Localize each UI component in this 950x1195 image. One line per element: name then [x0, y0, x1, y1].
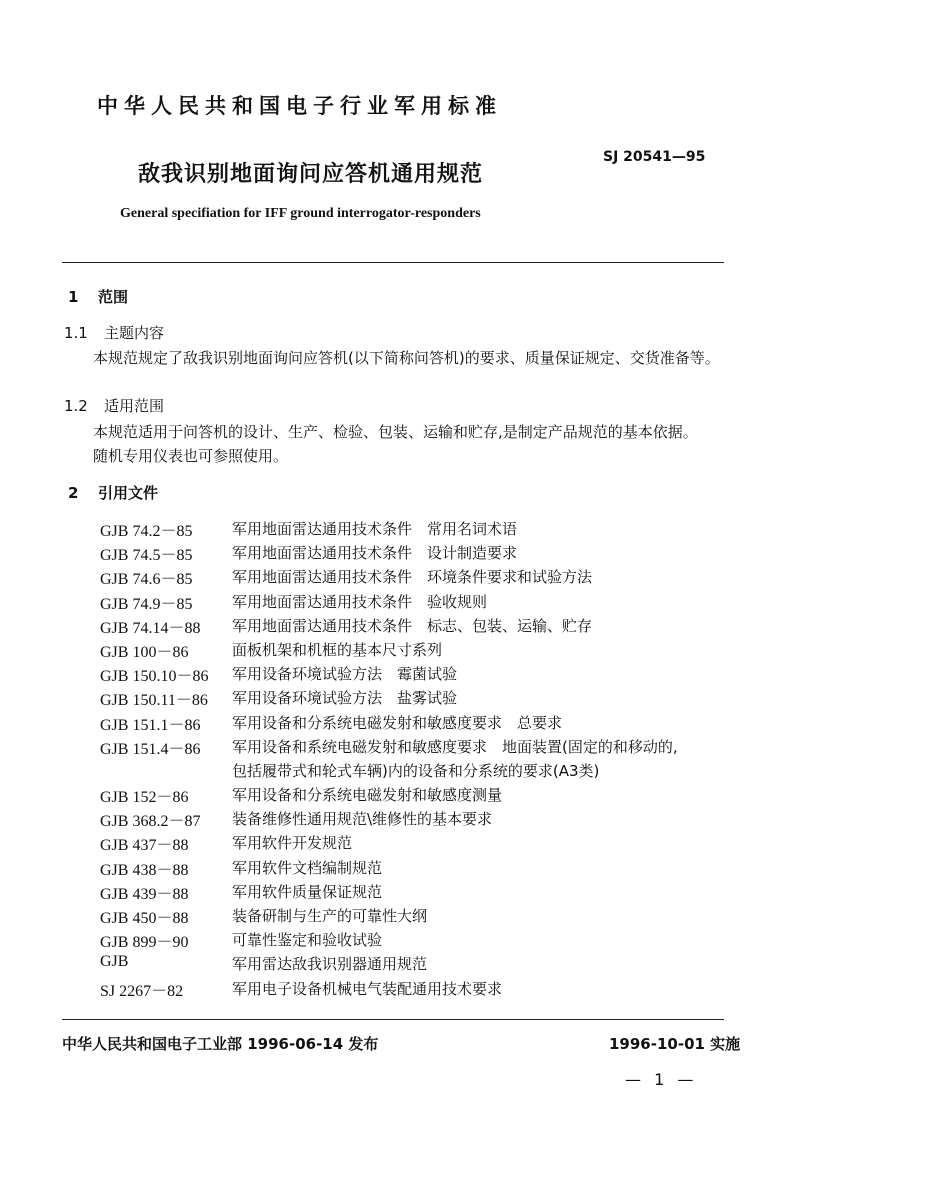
reference-documents-table — [100, 518, 678, 1002]
standard-title-cn: 敌我识别地面询问应答机通用规范 — [138, 162, 484, 187]
reference-row — [100, 736, 678, 760]
reference-row — [100, 881, 678, 905]
reference-title: 军用设备环境试验方法 霉菌试验 — [232, 665, 458, 684]
reference-row — [100, 978, 678, 1002]
reference-row — [100, 857, 678, 881]
reference-code: GJB 439－88 — [100, 885, 189, 903]
section-1-2-heading — [64, 395, 164, 416]
standard-organization: 中华人民共和国电子行业军用标准 — [97, 94, 502, 118]
reference-row — [100, 566, 678, 590]
reference-title: 军用地面雷达通用技术条件 标志、包装、运输、贮存 — [232, 616, 593, 635]
section-1-heading — [68, 286, 128, 307]
reference-row — [100, 663, 678, 687]
reference-code: GJB 74.2－85 — [100, 523, 193, 540]
reference-row-continuation — [100, 760, 678, 784]
reference-title: 装备研制与生产的可靠性大纲 — [232, 907, 428, 925]
section-1-1-heading — [64, 322, 164, 343]
reference-title: 军用设备和系统电磁发射和敏感度要求 地面装置(固定的和移动的, — [232, 737, 678, 756]
effective-date: 1996-10-01 实施 — [609, 1035, 741, 1053]
section-title: 引用文件 — [98, 484, 159, 502]
reference-code: GJB 74.5－85 — [100, 547, 193, 565]
reference-code: SJ 2267－82 — [100, 982, 184, 1000]
reference-code: GJB 100－86 — [100, 643, 189, 661]
reference-title: 军用地面雷达通用技术条件 验收规则 — [232, 592, 488, 611]
reference-code: GJB 437－88 — [100, 837, 189, 855]
reference-title: 军用软件质量保证规范 — [232, 882, 383, 901]
standard-title-en: General specifiation for IFF ground interrogator-responders — [120, 206, 481, 221]
reference-row — [100, 712, 678, 736]
reference-row — [100, 808, 678, 832]
reference-code: GJB 899－90 — [100, 934, 189, 952]
reference-code: GJB 74.14－88 — [100, 619, 201, 637]
issue-statement: 中华人民共和国电子工业部 1996-06-14 发布 — [62, 1035, 379, 1053]
reference-code: GJB 74.6－85 — [100, 571, 193, 589]
reference-code: GJB 151.1－86 — [100, 716, 201, 734]
section-1-2-text-1: 本规范适用于问答机的设计、生产、检验、包装、运输和贮存,是制定产品规范的基本依据。 — [93, 423, 698, 441]
reference-title: 军用软件开发规范 — [232, 834, 353, 853]
reference-code: GJB 368.2－87 — [100, 813, 201, 831]
reference-title: 军用设备和分系统电磁发射和敏感度测量 — [232, 786, 503, 805]
section-title: 范围 — [98, 288, 129, 306]
section-number: 1.1 — [64, 324, 88, 342]
reference-title: 军用雷达敌我识别器通用规范 — [232, 955, 428, 974]
section-1-2-text-2: 随机专用仪表也可参照使用。 — [93, 447, 289, 465]
section-title: 主题内容 — [104, 324, 165, 342]
header-divider — [62, 262, 724, 263]
reference-title: 装备维修性通用规范\维修性的基本要求 — [232, 810, 493, 829]
section-number: 2 — [68, 484, 79, 502]
reference-title: 军用设备环境试验方法 盐雾试验 — [232, 689, 458, 708]
reference-code: GJB 150.10－86 — [100, 668, 209, 686]
reference-code: GJB — [100, 953, 129, 971]
reference-row — [100, 929, 678, 953]
section-number: 1.2 — [64, 397, 88, 415]
standard-code: SJ 20541—95 — [603, 149, 706, 165]
reference-code: GJB 151.4－86 — [100, 740, 201, 758]
reference-row — [100, 542, 678, 566]
reference-row — [100, 784, 678, 808]
reference-row — [100, 518, 678, 542]
reference-row — [100, 639, 678, 663]
reference-code: GJB 74.9－85 — [100, 595, 193, 613]
section-number: 1 — [68, 288, 79, 306]
reference-row — [100, 615, 678, 639]
reference-code: GJB 438－88 — [100, 861, 189, 879]
reference-title: 面板机架和机框的基本尺寸系列 — [232, 640, 443, 659]
reference-code — [100, 760, 232, 784]
reference-title: 军用设备和分系统电磁发射和敏感度要求 总要求 — [232, 713, 563, 732]
reference-title: 军用地面雷达通用技术条件 环境条件要求和试验方法 — [232, 568, 593, 587]
reference-row — [100, 953, 678, 977]
reference-row — [100, 591, 678, 615]
reference-code: GJB 152－86 — [100, 789, 189, 807]
reference-code: GJB 150.11－86 — [100, 692, 208, 710]
section-title: 适用范围 — [104, 397, 165, 415]
reference-title: 包括履带式和轮式车辆)内的设备和分系统的要求(A3类) — [232, 761, 600, 780]
reference-row — [100, 905, 678, 929]
reference-code: GJB 450－88 — [100, 910, 189, 927]
reference-title: 军用电子设备机械电气装配通用技术要求 — [232, 979, 503, 998]
reference-row — [100, 832, 678, 856]
reference-row — [100, 687, 678, 711]
reference-title: 军用软件文档编制规范 — [232, 858, 383, 877]
page-number: — 1 — — [625, 1070, 698, 1089]
reference-title: 军用地面雷达通用技术条件 设计制造要求 — [232, 544, 518, 563]
reference-title: 可靠性鉴定和验收试验 — [232, 931, 383, 950]
section-2-heading — [68, 482, 158, 503]
section-1-1-text: 本规范规定了敌我识别地面询问应答机(以下简称问答机)的要求、质量保证规定、交货准备等。 — [93, 349, 720, 367]
reference-title: 军用地面雷达通用技术条件 常用名词术语 — [232, 520, 518, 538]
footer-divider — [62, 1019, 724, 1020]
